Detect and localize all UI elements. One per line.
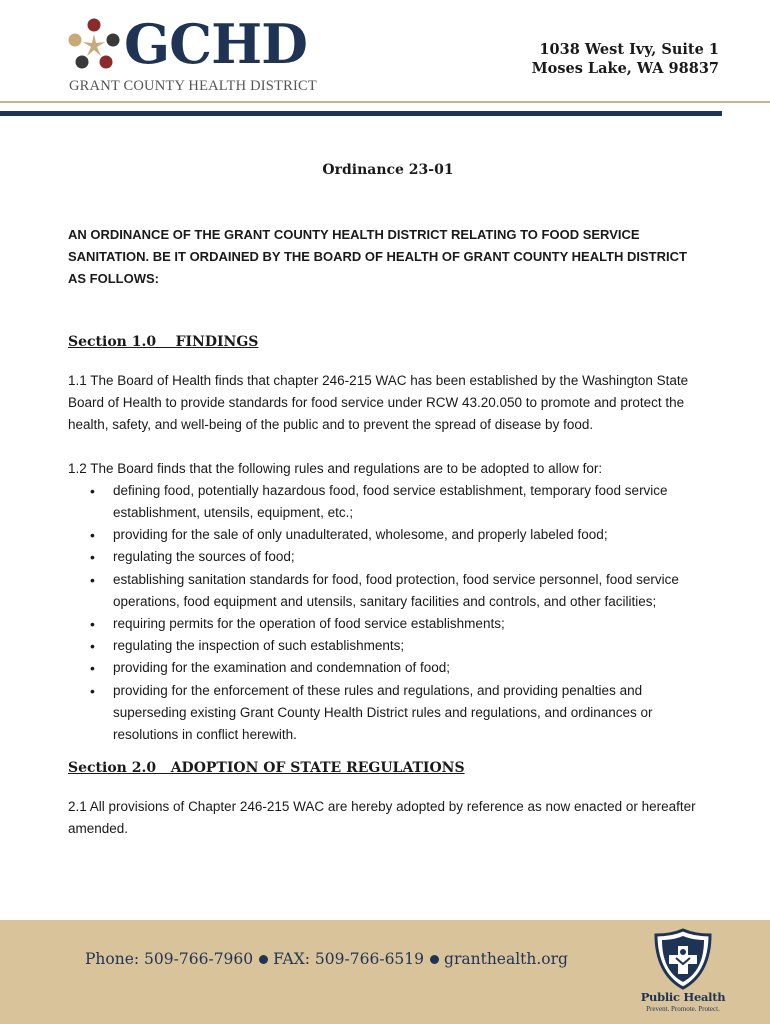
fax-number: FAX: 509-766-6519: [273, 950, 425, 968]
website-link[interactable]: granthealth.org: [444, 950, 568, 968]
public-health-tagline: Prevent. Promote. Protect.: [646, 1005, 720, 1013]
list-item: • regulating the inspection of such establishments;: [90, 635, 708, 657]
document-title: Ordinance 23-01: [322, 162, 454, 178]
people-circle-icon: [66, 16, 122, 72]
ordinance-preamble: AN ORDINANCE OF THE GRANT COUNTY HEALTH DISTRICT RELATING TO FOOD SERVICE SANITATION. BE IT ORDAINED BY THE BOARD OF HEALTH OF GRANT COUNTY HEALTH DISTRICT AS FOLLOWS:: [68, 227, 687, 286]
shield-cross-icon: [654, 928, 712, 990]
paragraph-1-1: 1.1 The Board of Health finds that chapter 246-215 WAC has been established by the Washington State Board of Health to provide standards for food service under RCW 43.20.050 to promote and protect the health, safety, and well-being of the public and to prevent the spread of disease by food.: [68, 373, 689, 433]
list-item: • providing for the sale of only unadulterated, wholesome, and properly labeled food;: [90, 524, 708, 546]
document-body: [68, 160, 708, 841]
separator-dot-icon: [430, 955, 439, 964]
list-item: • defining food, potentially hazardous food, food service establishment, temporary food service establishment, utensils, equipment, etc.;: [90, 480, 708, 524]
findings-list: [90, 480, 708, 746]
public-health-logo: [636, 928, 730, 1016]
paragraph-1-2: 1.2 The Board finds that the following rules and regulations are to be adopted to allow for:: [68, 460, 603, 476]
gchd-logo: [66, 14, 316, 100]
list-item: • requiring permits for the operation of food service establishments;: [90, 613, 708, 635]
section-1-heading: Section 1.0 FINDINGS: [68, 334, 259, 350]
section-2-heading: Section 2.0 ADOPTION OF STATE REGULATIONS: [68, 760, 465, 777]
list-item: • providing for the examination and condemnation of food;: [90, 657, 708, 679]
header-divider-navy: [0, 111, 722, 116]
paragraph-2-1: 2.1 All provisions of Chapter 246-215 WAC are hereby adopted by reference as now enacted or hereafter amended.: [68, 799, 696, 837]
list-item: • regulating the sources of food;: [90, 546, 708, 568]
list-item: • establishing sanitation standards for food, food protection, food service personnel, food service operations, food equipment and utensils, sanitary facilities and controls, and other facilities;: [90, 569, 708, 613]
list-item: • providing for the enforcement of these rules and regulations, and providing penalties and superseding existing Grant County Health District rules and regulations, and ordinances or resolutions in conflict herewith.: [90, 680, 708, 747]
contact-line: [85, 950, 568, 968]
header-divider-gold: [0, 101, 770, 103]
address-block: [532, 40, 719, 78]
separator-dot-icon: [259, 955, 268, 964]
address-line-2: Moses Lake, WA 98837: [531, 60, 719, 77]
page-footer: [0, 920, 770, 1024]
address-line-1: 1038 West Ivy, Suite 1: [539, 41, 719, 58]
logo-subtitle: GRANT COUNTY HEALTH DISTRICT: [69, 78, 317, 94]
logo-wordmark: GCHD: [124, 12, 307, 76]
public-health-name: Public Health: [640, 990, 726, 1004]
phone-number: Phone: 509-766-7960: [85, 950, 254, 968]
letterhead: [0, 0, 770, 120]
